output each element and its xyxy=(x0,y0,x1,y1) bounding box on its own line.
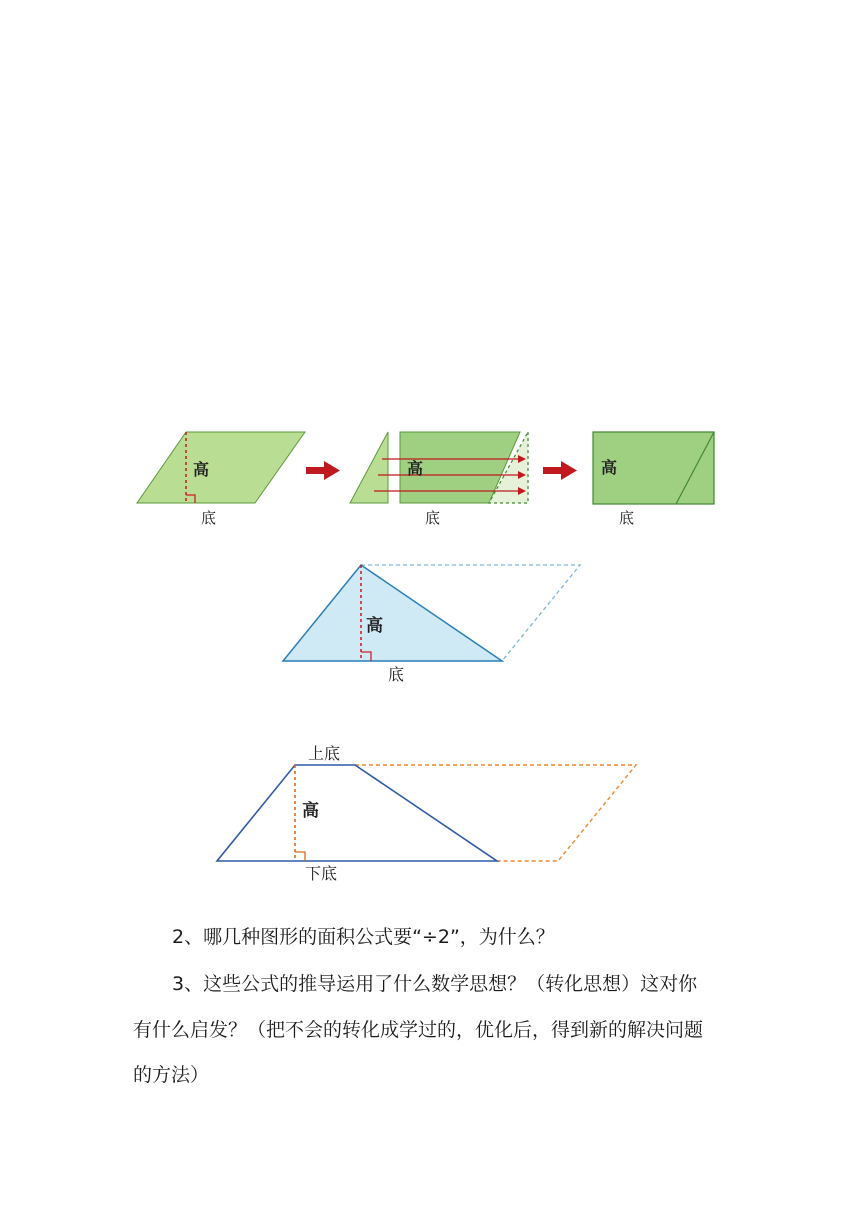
transform-arrow-2 xyxy=(543,461,577,480)
question-3-line-2: 有什么启发？（把不会的转化成学过的，优化后，得到新的解决问题 xyxy=(133,1019,704,1041)
parallelogram-shape xyxy=(137,432,305,503)
triangle-base-label: 底 xyxy=(388,665,405,684)
trapezoid-figure xyxy=(217,744,636,883)
triangle-shape xyxy=(283,565,502,661)
parallelogram-height-label: 高 xyxy=(193,460,210,479)
question-2: 2、哪几种图形的面积公式要“÷2”，为什么？ xyxy=(172,926,555,948)
triangle-height-label: 高 xyxy=(366,616,383,636)
question-3-line-1: 3、这些公式的推导运用了什么数学思想？（转化思想）这对你 xyxy=(172,973,698,995)
cut-triangle-piece xyxy=(350,432,388,503)
rectangle-base-label: 底 xyxy=(619,509,635,527)
trapezoid-height-label: 高 xyxy=(302,801,319,821)
question-3-line-3: 的方法） xyxy=(133,1064,210,1086)
triangle-figure xyxy=(283,565,580,684)
cut-base-label: 底 xyxy=(425,509,441,527)
rectangle-figure xyxy=(593,432,714,527)
cut-height-label: 高 xyxy=(407,459,424,478)
parallelogram-base-label: 底 xyxy=(201,509,217,527)
rectangle-height-label: 高 xyxy=(601,458,618,477)
transform-arrow-1 xyxy=(306,461,340,480)
parallelogram-figure xyxy=(137,432,305,527)
trapezoid-bottom-label: 下底 xyxy=(305,864,338,883)
cut-and-move-figure xyxy=(350,432,528,527)
trapezoid-top-label: 上底 xyxy=(308,744,341,763)
trapezoid-shape xyxy=(217,765,497,861)
